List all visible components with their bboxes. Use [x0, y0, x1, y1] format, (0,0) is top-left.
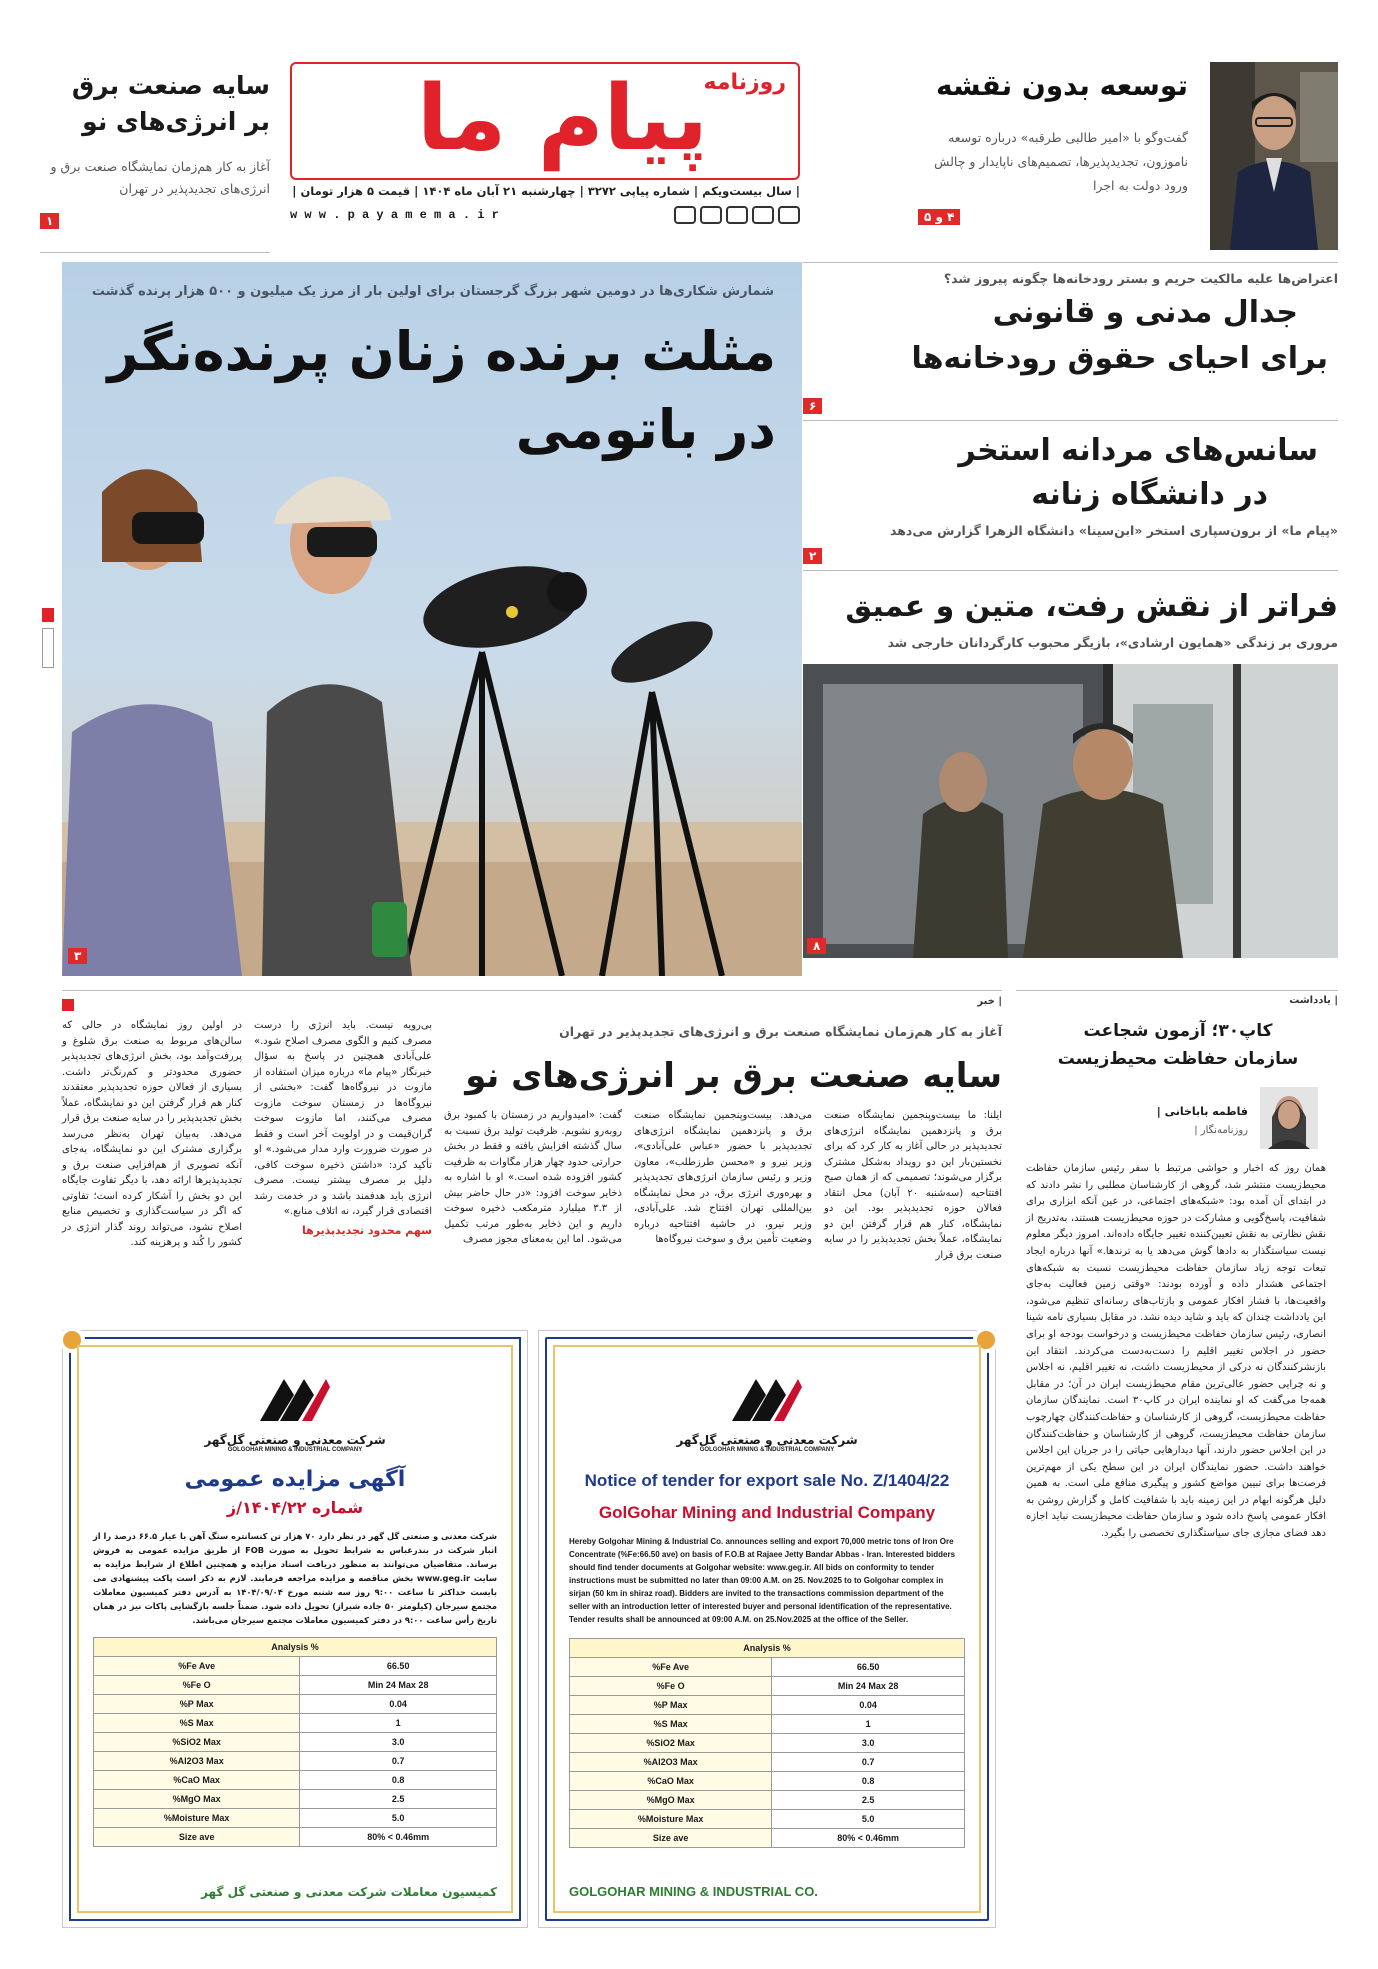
- table-cell: 2.5: [300, 1790, 497, 1809]
- report-col-1: ایلنا: ما بیست‌وپنجمین نمایشگاه صنعت برق و پانزدهمین نمایشگاه انرژی‌های تجدیدپذیر در حالی آغاز به کار کرد که برای نخستین‌بار این دو رویداد به‌شکل مشترک برگزار می‌شوند؛ تصمیمی که از همان صبح افتتاحیه (سه‌شنبه ۲۰ آبان) محل انتقاد فعالان حوزه تجدیدپذیر بود. این دو نمایشگاه، کنار هم قرار گرفتن این دو نمایشگاه، عملاً بخش تجدیدپذیر را در سایه صنعت برق قرار: [824, 1110, 1002, 1261]
- table-cell: %Fe Ave: [94, 1657, 300, 1676]
- table-row: [94, 1695, 497, 1714]
- right-stories: [803, 262, 1338, 958]
- top-right-headline[interactable]: توسعه بدون نقشه: [935, 69, 1188, 102]
- tender-number-fa: شماره ۱۴۰۴/۲۲/ز: [226, 1498, 364, 1517]
- tender-company: GolGohar Mining and Industrial Company: [598, 1503, 936, 1522]
- company-fa: شرکت معدنی و صنعتی گل‌گهر: [204, 1433, 386, 1447]
- table-cell: 66.50: [772, 1658, 965, 1677]
- pool-headline-1[interactable]: سانس‌های مردانه استخر: [958, 433, 1318, 468]
- top-right-summary: گفت‌وگو با «امیر طالبی طرقبه» درباره توسعه ناموزون، تجدیدپذیرها، تصمیم‌های ناپایدار و چالش ورود دولت به اجرا: [934, 130, 1188, 193]
- page-number: ۴ و ۵: [918, 209, 960, 225]
- persian-tender-ad[interactable]: [62, 1330, 528, 1928]
- table-row: [570, 1658, 965, 1677]
- table-cell: 0.8: [300, 1771, 497, 1790]
- table-row: [570, 1696, 965, 1715]
- table-cell: 2.5: [772, 1791, 965, 1810]
- table-row: [570, 1753, 965, 1772]
- table-cell: 80% < 0.46mm: [772, 1829, 965, 1848]
- rivers-story[interactable]: [803, 262, 1338, 420]
- table-cell: %SiO2 Max: [94, 1733, 300, 1752]
- table-row: [570, 1734, 965, 1753]
- golgohar-logo: [726, 1373, 808, 1433]
- opinion-body: همان روز که اخبار و حواشی مرتبط با سفر رئیس سازمان حفاظت محیط‌زیست منتشر شد، گروهی از کارشناسان مطلبی را نشر دادند که در ابتدای آن آمده بود: «شبکه‌های اجتماعی، در عین آنکه ابزاری برای شفافیت، پاسخ‌گویی و مشارکت در حوزه محیط‌زیست هستند، به‌تدریج از نقش نظارتی به نقش تعیین‌کننده تغییر جایگاه داده‌اند. امروز دیگر معلوم نیست سیاستگذار به دادها گوش می‌دهد یا به ترندها.» آنها درباره ایجاد تبعات توجه زیاد سازمان حفاظت محیط‌زیست نسبت به شبکه‌های اجتماعی هشدار داده و آورده بودند: «وقتی زمین فعالیت به‌جای واقعیت‌ها، با فشار افکار عمومی و بازتاب‌های رسانه‌ای تنظیم می‌شود، این یادداشت چندان که باید و شاید دیده نشد. در مقابل بسیاری نامه شینا انصاری، رئیس سازمان حفاظت محیط‌زیست و درخواست بودجه او برای حضور در اجلاس تغییر اقلیم را دست‌به‌دست می‌کردند. انتقاد این بازنشرکنندگان نه درکی از محیط‌زیست داشت، نه تغییر اقلیم، نه اجلاس و نه چرایی حضور عالی‌ترین مقام محیط‌زیست ایران در آن؛ در مقابل همه‌جا می‌گفت که او نماینده ایران در کاپ۳۰ است. نمایندگان سازمان حفاظت محیط‌زیست، گروهی از کارشناسان و حفاظت‌کنندگان چهارچوب سازمان حفاظت محیط‌زیست، گروهی از کارشناسان و حفاظت‌کنندگان در این اجلاس حضور دارند، آنها دیدارهایی حیاتی را در جریان این اجلاس خواهند داشت. حضور نمایندگان ایران در این سطح یکی از مهم‌ترین فرصت‌ها برای تبیین مواضع کشور و پیگیری منافع ملی است. به همین دلیل هرگونه ابهام در این زمینه باید با شفافیت کامل و گزارش روشن به افکار عمومی پاسخ داده شود و سازمان حفاظت محیط‌زیست نباید اجازه دهد فضای مجازی جای سیاستگذاری تخصصی را بگیرد.: [1026, 1163, 1326, 1540]
- page-number: ۸: [807, 938, 826, 954]
- tender-footer: GOLGOHAR MINING & INDUSTRIAL CO.: [569, 1884, 818, 1899]
- top-right-text[interactable]: [888, 68, 1188, 225]
- tender-body-fa: شرکت معدنی و صنعتی گل گهر در نظر دارد ۷۰ هزار تن کنسانتره سنگ آهن با عیار ۶۶.۵ درصد را از انبار شرکت در بندرعباس به شرایط تحویل به صورت FOB از طریق مزایده عمومی به فروش برساند. متقاضیان می‌توانند به منظور دریافت اسناد مزایده و همچنین اطلاع از شرایط مزایده به سایت www.geg.ir بخش مناقصه و مزایده مراجعه فرمایند. لازم به ذکر است پاکت پیشنهادی می بایست حداکثر تا ساعت ۹:۰۰ روز سه شنبه مورخ ۱۴۰۴/۰۹/۰۴ به آدرس دفتر کمیسیون معاملات مجتمع سیرجان (کیلومتر ۵۰ جاده شیراز) تحویل داده شود. ضمناً جلسه بازگشایی پاکات نیز در همان تاریخ رأس ساعت ۹:۰۰ در دفتر کمیسیون معاملات مجتمع سیرجان می‌باشد.: [93, 1531, 498, 1625]
- table-cell: %SiO2 Max: [570, 1734, 772, 1753]
- brand-large: پیام ما: [416, 66, 708, 171]
- english-tender-ad[interactable]: [538, 1330, 996, 1928]
- table-row: [94, 1733, 497, 1752]
- table-row: [94, 1828, 497, 1847]
- table-row: [570, 1772, 965, 1791]
- pool-story[interactable]: [803, 420, 1338, 570]
- table-cell: 80% < 0.46mm: [300, 1828, 497, 1847]
- table-cell: Size ave: [570, 1829, 772, 1848]
- table-cell: 5.0: [772, 1810, 965, 1829]
- author-role: روزنامه‌نگار |: [1194, 1125, 1248, 1136]
- table-cell: 3.0: [300, 1733, 497, 1752]
- table-row: [570, 1791, 965, 1810]
- tender-body: Hereby Golgohar Mining & Industrial Co. announces selling and export 70,000 metric tons of Iron Ore Concentrate (%Fe:66.50 ave) on basis of F.O.B at Rajaee Jetty Bandar Abbas - Iran. Interested bidders should find tender documents at Golgohar website: www.geg.ir. All bids on conformity to tender instructions must be submitted no later than 09:00 A.M. on 25. Nov.2025 to to Golgohar complex in sirjan (50 km in shiraz road). Bidders are invited to the transactions commission department of the seller with an introduction letter of interested buyer and personal identification of the representative. Tender results shall be announced at 09:00 A.M. on 25.Nov.2025 at the office of the Seller.: [569, 1537, 956, 1624]
- actor-summary: مروری بر زندگی «همایون ارشادی»، بازیگر محبوب کارگردانان خارجی شد: [887, 635, 1338, 650]
- table-cell: Size ave: [94, 1828, 300, 1847]
- brand-logo: [290, 62, 800, 180]
- report-subheading: سهم محدود تجدیدپذیرها: [301, 1223, 432, 1237]
- table-row: [94, 1771, 497, 1790]
- main-headline-2[interactable]: در باتومی: [515, 398, 776, 461]
- author-name: فاطمه باباخانی |: [1156, 1105, 1248, 1118]
- pool-summary: «پیام ما» از برون‌سپاری استخر «ابن‌سینا» دانشگاه الزهرا گزارش می‌دهد: [890, 523, 1338, 538]
- tender-title: Notice of tender for export sale No. Z/1404/22: [584, 1471, 950, 1490]
- top-left-story[interactable]: [40, 68, 270, 229]
- table-row: [94, 1676, 497, 1695]
- analysis-header: Analysis %: [570, 1639, 965, 1658]
- golgohar-logo: [254, 1373, 336, 1433]
- table-cell: Min 24 Max 28: [772, 1677, 965, 1696]
- opinion-section-label: یادداشت: [1289, 995, 1331, 1006]
- table-cell: %CaO Max: [570, 1772, 772, 1791]
- report-kicker: آغاز به کار هم‌زمان نمایشگاه صنعت برق و انرژی‌های تجدیدپذیر در تهران: [559, 1024, 1002, 1039]
- table-cell: 3.0: [772, 1734, 965, 1753]
- rivers-headline-1[interactable]: جدال مدنی و قانونی: [992, 295, 1298, 330]
- analysis-table-en: [569, 1638, 965, 1848]
- actor-photo: [803, 664, 1338, 958]
- main-story[interactable]: [62, 262, 802, 976]
- actor-headline[interactable]: فراتر از نقش رفت، متین و عمیق: [845, 589, 1338, 624]
- page-number: ۲: [803, 548, 822, 564]
- masthead: [290, 62, 800, 222]
- report-col-3: گفت: «امیدواریم در زمستان با کمبود برق روبه‌رو نشویم. ظرفیت تولید برق نسبت به سال گذشته افزایش یافته و فقط در بخش حرارتی حدود چهار هزار مگاوات به ظرفیت کشور افزوده شده است.» او با اشاره به ذخایر سوخت افزود: «در حال حاضر بیش از ۳.۳ میلیارد مترمکعب ذخیره سوخت داریم و این ذخایر به‌طور مرتب تکمیل می‌شود. اما این به‌معنای مجوز مصرف: [444, 1110, 622, 1245]
- table-cell: %Moisture Max: [94, 1809, 300, 1828]
- table-row: [94, 1752, 497, 1771]
- analysis-header: Analysis %: [94, 1638, 497, 1657]
- website-row: [290, 204, 800, 226]
- decor-boxes: [674, 206, 800, 224]
- company-en: GOLGOHAR MINING & INDUSTRIAL COMPANY: [227, 1447, 363, 1453]
- table-cell: 0.04: [300, 1695, 497, 1714]
- table-row: [570, 1810, 965, 1829]
- report-headline[interactable]: سایه صنعت برق بر انرژی‌های نو: [465, 1056, 1002, 1096]
- table-cell: %MgO Max: [94, 1790, 300, 1809]
- table-cell: %S Max: [94, 1714, 300, 1733]
- main-kicker: شمارش شکاری‌ها در دومین شهر بزرگ گرجستان برای اولین بار از مرز یک میلیون و ۵۰۰ هزار پرنده گذشت: [91, 284, 774, 299]
- page-number: ۱: [40, 213, 59, 229]
- table-cell: %P Max: [570, 1696, 772, 1715]
- rivers-kicker: اعتراض‌ها علیه مالکیت حریم و بستر رودخانه‌ها چگونه پیروز شد؟: [943, 271, 1338, 286]
- table-cell: 5.0: [300, 1809, 497, 1828]
- masthead-info: | سال بیست‌ویکم | شماره پیاپی ۳۲۷۲ | چهارشنبه ۲۱ آبان ماه ۱۴۰۴ | قیمت ۵ هزار تومان |: [292, 184, 800, 198]
- table-cell: %CaO Max: [94, 1771, 300, 1790]
- table-cell: 0.7: [300, 1752, 497, 1771]
- table-row: [570, 1829, 965, 1848]
- report-col-4: بی‌رویه نیست. باید انرژی را درست مصرف کنیم و الگوی مصرف اصلاح شود.» علی‌آبادی همچنین در پاسخ به سؤال خبرنگار «پیام ما» درباره میزان استفاده از مازوت در نیروگاه‌ها گفت: «بخشی از نیروگاه‌ها در زمستان سوخت مازوت مصرف می‌کنند، اما مازوت سوخت گران‌قیمت و در اولویت آخر است و فقط در صورت ضرورت وارد مدار می‌شود.» او تأکید کرد: «داشتن ذخیره سوخت کافی، دلیل بر مصرف بیشتر نیست. مصرف انرژی باید هدفمند باشد و در خدمت رشد اقتصادی قرار گیرد، نه اتلاف منابع.»: [254, 1020, 432, 1217]
- report-col-5: در اولین روز نمایشگاه در حالی که سالن‌های مربوط به صنعت برق شلوغ و پررفت‌وآمد بود، بخش انرژی‌های تجدیدپذیر حضوری محدودتر و کم‌رنگ‌تر داشت. بسیاری از فعالان حوزه تجدیدپذیر معتقدند کنار هم قرار گرفتن این دو نمایشگاه، عملاً بخش تجدیدپذیر را در سایه صنعت برق قرار می‌دهد. به‌بیان تهران به‌نظر می‌رسد برگزاری مشترک این دو نمایشگاه، به‌جای آنکه تصویری از هم‌افزایی صنعت برق و تجدیدپذیرها ارائه دهد، با دیگر تفاوت جایگاه این دو بخش را آشکار کرده است؛ تفاوتی که اگر در سیاست‌گذاری و تخصیص منابع اصلاح نشود، می‌تواند روند گذار انرژی در کشور را کُند و پرهزینه کند.: [62, 1020, 242, 1248]
- table-cell: 1: [300, 1714, 497, 1733]
- pool-headline-2[interactable]: در دانشگاه زنانه: [1031, 477, 1268, 512]
- table-cell: 0.7: [772, 1753, 965, 1772]
- table-cell: %MgO Max: [570, 1791, 772, 1810]
- brand-small: روزنامه: [703, 70, 786, 95]
- main-headline-1[interactable]: مثلث برنده زنان پرنده‌نگر: [107, 320, 776, 383]
- rivers-headline-2[interactable]: برای احیای حقوق رودخانه‌ها: [911, 341, 1328, 376]
- top-left-headline-1[interactable]: سایه صنعت برق: [71, 71, 270, 100]
- page-number: ۶: [803, 398, 822, 414]
- table-cell: 0.04: [772, 1696, 965, 1715]
- table-row: [570, 1715, 965, 1734]
- top-left-summary: آغاز به کار هم‌زمان نمایشگاه صنعت برق و انرژی‌های تجدیدپذیر در تهران: [50, 159, 270, 196]
- table-cell: %Al2O3 Max: [94, 1752, 300, 1771]
- tender-title-fa: آگهی مزایده عمومی: [184, 1467, 406, 1492]
- analysis-table-fa: [93, 1637, 497, 1847]
- table-row: [94, 1790, 497, 1809]
- table-cell: %Al2O3 Max: [570, 1753, 772, 1772]
- table-cell: 66.50: [300, 1657, 497, 1676]
- table-cell: %Fe O: [570, 1677, 772, 1696]
- company-fa: شرکت معدنی و صنعتی گل‌گهر: [676, 1433, 858, 1447]
- table-cell: 1: [772, 1715, 965, 1734]
- table-cell: %Moisture Max: [570, 1810, 772, 1829]
- top-left-headline-2[interactable]: بر انرژی‌های نو: [82, 107, 270, 136]
- website-url[interactable]: w w w . p a y a m e m a . i r: [290, 208, 499, 222]
- table-cell: %S Max: [570, 1715, 772, 1734]
- tender-footer-fa: کمیسیون معاملات شرکت معدنی و صنعتی گل گهر: [201, 1885, 497, 1899]
- page-number: ۳: [68, 948, 87, 964]
- actor-story[interactable]: [803, 570, 1338, 958]
- opinion-headline-1[interactable]: کاپ۳۰؛ آزمون شجاعت: [1083, 1021, 1273, 1041]
- opinion-section[interactable]: | یادداشت کاپ۳۰؛ آزمون شجاعت سازمان حفاظت محیط‌زیست فاطمه باباخانی | روزنامه‌نگار | همان روز که اخبار و حواشی مرتبط با سفر رئیس سازمان حفاظت محیط‌زیست منتشر شد، گروهی از کارشناسان مطلبی را نشر دادند که در ابتدای آن آمده بود: «شبکه‌های اجتماعی، در عین آنکه ابزاری برای شفافیت، پاسخ‌گویی و مشارکت در حوزه محیط‌زیست هستند، به‌تدریج از نقش نظارتی به نقش تعیین‌کننده تغییر جایگاه داده‌اند. امروز دیگر معلوم نیست سیاستگذار به دادها گوش می‌دهد یا به ترندها.» آنها درباره ایجاد تبعات توجه زیاد سازمان حفاظت محیط‌زیست نسبت به شبکه‌های اجتماعی هشدار داده و آورده بودند: «وقتی زمین فعالیت به‌جای واقعیت‌ها، با فشار افکار عمومی و بازتاب‌های رسانه‌ای تنظیم می‌شود، این یادداشت چندان که باید و شاید دیده نشد. در مقابل بسیاری نامه شینا انصاری، رئیس سازمان حفاظت محیط‌زیست و درخواست بودجه او برای حضور در اجلاس تغییر اقلیم را دست‌به‌دست می‌کردند. انتقاد این بازنشرکنندگان نه درکی از محیط‌زیست داشت، نه تغییر اقلیم، نه اجلاس و نه چرایی حضور عالی‌ترین مقام محیط‌زیست ایران در آن؛ در مقابل همه‌جا می‌گفت که او نماینده ایران در کاپ۳۰ است. نمایندگان سازمان حفاظت محیط‌زیست، گروهی از کارشناسان و حفاظت‌کنندگان چهارچوب سازمان حفاظت محیط‌زیست، گروهی از کارشناسان و حفاظت‌کنندگان در این اجلاس حضور دارند، آنها دیدارهایی حیاتی را در جریان این اجلاس خواهند داشت. حضور نمایندگان ایران در این سطح یکی از مهم‌ترین فرصت‌ها برای تبیین مواضع کشور و پیگیری منافع ملی است. به همین دلیل هرگونه ابهام در این زمینه باید با شفافیت کامل و گزارش روشن به افکار عمومی پاسخ داده شود و سازمان حفاظت محیط‌زیست نباید اجازه دهد فضای مجازی جای سیاستگذاری تخصصی را بگیرد.: [1016, 990, 1338, 1930]
- table-row: [94, 1657, 497, 1676]
- table-cell: %P Max: [94, 1695, 300, 1714]
- company-en: GOLGOHAR MINING & INDUSTRIAL COMPANY: [699, 1447, 835, 1453]
- table-cell: 0.8: [772, 1772, 965, 1791]
- side-tab: [40, 608, 54, 688]
- interview-photo: [1210, 62, 1338, 250]
- report-col-2: می‌دهد. بیست‌وپنجمین نمایشگاه صنعت برق و پانزدهمین نمایشگاه انرژی‌های تجدیدپذیر با حضور «عباس علی‌آبادی»، وزیر نیرو و «محسن طرزطلب»، معاون وزیر و رئیس سازمان انرژی‌های تجدیدپذیر و بهره‌وری انرژی برق، در محل نمایشگاه بین‌المللی تهران افتتاح شد. علی‌آبادی، وزیر نیرو، در حاشیه افتتاحیه درباره وضعیت تأمین برق و سوخت نیروگاه‌ها: [634, 1110, 812, 1245]
- table-cell: %Fe Ave: [570, 1658, 772, 1677]
- table-row: [570, 1677, 965, 1696]
- table-row: [94, 1714, 497, 1733]
- report-section-label: خبر: [977, 996, 995, 1007]
- author-avatar: [1260, 1087, 1318, 1149]
- table-row: [94, 1809, 497, 1828]
- section-marker: [62, 999, 74, 1011]
- table-cell: %Fe O: [94, 1676, 300, 1695]
- opinion-headline-2[interactable]: سازمان حفاظت محیط‌زیست: [1057, 1049, 1299, 1069]
- report-section[interactable]: | خبر آغاز به کار هم‌زمان نمایشگاه صنعت برق و انرژی‌های تجدیدپذیر در تهران سایه صنعت برق بر انرژی‌های نو ایلنا: ما بیست‌وپنجمین نمایشگاه صنعت برق و پانزدهمین نمایشگاه انرژی‌های تجدیدپذیر در حالی آغاز به کار کرد که برای نخستین‌بار این دو رویداد به‌شکل مشترک برگزار می‌شوند؛ تصمیمی که از همان صبح افتتاحیه (سه‌شنبه ۲۰ آبان) محل انتقاد فعالان حوزه تجدیدپذیر بود. این دو نمایشگاه، کنار هم قرار گرفتن این دو نمایشگاه، عملاً بخش تجدیدپذیر را در سایه صنعت برق قرار می‌دهد. بیست‌وپنجمین نمایشگاه صنعت برق و پانزدهمین نمایشگاه انرژی‌های تجدیدپذیر با حضور «عباس علی‌آبادی»، وزیر نیرو و «محسن طرزطلب»، معاون وزیر و رئیس سازمان انرژی‌های تجدیدپذیر و بهره‌وری انرژی برق، در محل نمایشگاه بین‌المللی تهران افتتاح شد. علی‌آبادی، وزیر نیرو، در حاشیه افتتاحیه درباره وضعیت تأمین برق و سوخت نیروگاه‌ها گفت: «امیدواریم در زمستان با کمبود برق روبه‌رو نشویم. ظرفیت تولید برق نسبت به سال گذشته افزایش یافته و فقط در بخش حرارتی حدود چهار هزار مگاوات به ظرفیت کشور افزوده شده است.» او با اشاره به ذخایر سوخت افزود: «در حال حاضر بیش از ۳.۳ میلیارد مترمکعب ذخیره سوخت داریم و این ذخایر به‌طور مرتب تکمیل می‌شود. اما این به‌معنای مجوز مصرف بی‌رویه نیست. باید انرژی را درست مصرف کنیم و الگوی مصرف اصلاح شود.» علی‌آبادی همچنین در پاسخ به سؤال خبرنگار «پیام ما» درباره میزان استفاده از مازوت در نیروگاه‌ها گفت: «بخشی از نیروگاه‌ها در زمستان سوخت مازوت مصرف می‌کنند، اما مازوت سوخت گران‌قیمت و در اولویت آخر است و فقط در صورت ضرورت وارد مدار می‌شود.» او تأکید کرد: «داشتن ذخیره سوخت کافی، دلیل بر مصرف بیشتر نیست. مصرف انرژی باید هدفمند باشد و در خدمت رشد اقتصادی قرار گیرد، نه اتلاف منابع.» سهم محدود تجدیدپذیرها در اولین روز نمایشگاه در حالی که سالن‌های مربوط به صنعت برق شلوغ و پررفت‌وآمد بود، بخش انرژی‌های تجدیدپذیر حضوری محدودتر و کم‌رنگ‌تر داشت. بسیاری از فعالان حوزه تجدیدپذیر معتقدند کنار هم قرار گرفتن این دو نمایشگاه، عملاً بخش تجدیدپذیر را در سایه صنعت برق قرار می‌دهد. به‌بیان تهران به‌نظر می‌رسد برگزاری مشترک این دو نمایشگاه، به‌جای آنکه تصویری از هم‌افزایی صنعت برق و تجدیدپذیرها ارائه دهد، با دیگر تفاوت جایگاه این دو بخش را آشکار کرده است؛ تفاوتی که اگر در سیاست‌گذاری و تخصیص منابع اصلاح نشود، می‌تواند روند گذار انرژی در کشور را کُند و پرهزینه کند.: [62, 996, 1002, 1316]
- table-cell: Min 24 Max 28: [300, 1676, 497, 1695]
